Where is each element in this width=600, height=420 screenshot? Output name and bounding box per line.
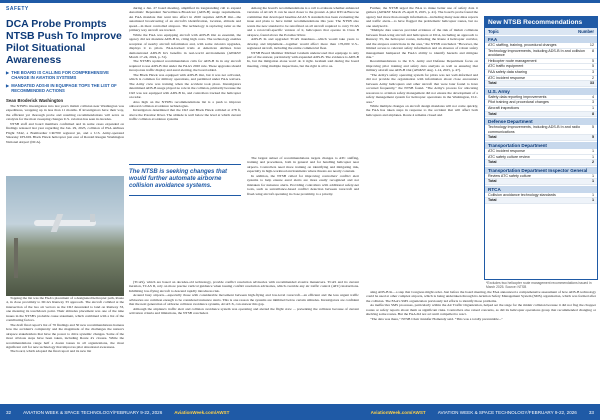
table-category: U.S. Army bbox=[485, 88, 597, 95]
paragraph: ating ADS-B In—a step that Congress might order. Just before the board meeting, the FAA announced a comprehensive assessment of how ADS-B technology could be used at other complex airports, which is being undertaken through its Aviation Safety Management System (SMS) organization, which was formed after the collision. The FAA's SMS organization previously led efforts to identify those problems. bbox=[366, 290, 596, 303]
paragraph: "Multiple data sources provided evidence of the risk of midair collisions between fixed-wing aircraft and helicopters at DCA, including an approach to Runway 33, the helicopter routes, including the Route 4 helicopter corridor, and the airspace restrictions in the area," the NTSB concluded. "However, the limited access to relevant safety information and an absence of robust safety management hampered the FAA's ability to identify hazards and mitigate risk." bbox=[366, 28, 478, 59]
table-footnote: *Excludes two helicopter route management recommendations issued in March 2025. Source: NTSB bbox=[486, 281, 592, 289]
article-headline: DCA Probe Prompts NTSB Push To Improve Pilot Situational Awareness bbox=[6, 18, 122, 66]
paragraph: As ineffective SMS processes, particularly within the Air Traffic Organization, helped set the stage for the midair collision because it did not flag the chopper routes or safety reports about them as significant risks. Controllers also raised concerns, as did its helicopter operations group that recommended changing or shelving some routes. But the FAA did not act until compelled to react. bbox=[366, 303, 596, 317]
body-column-4-lower bbox=[366, 290, 596, 400]
paragraph: The NTSB's updated recommendation calls for ADS-B In in any aircraft required to use ADS-B Out under the FAA's 2020 rule. These upgrades should incorporate traffic display and aural alerting, the board added. bbox=[129, 59, 241, 73]
paragraph: Although the airplane's traffic alert and collision avoidance system was operating and alerted the flight crew ... preventing the collision because of current activation criteria and limitations, the NTSB concluded. bbox=[129, 306, 359, 316]
table-header bbox=[485, 28, 597, 35]
deck-1: ▶ THE BOARD IS CALLING FOR COMPREHENSIVE CHANGE IN AVIATION SYSTEMS bbox=[6, 70, 109, 80]
column-header-number: Number bbox=[578, 29, 594, 34]
row-number: 5 bbox=[591, 58, 594, 63]
row-number: 1 bbox=[591, 173, 594, 178]
row-topic: ATC traffic equipment bbox=[488, 64, 524, 69]
paragraph: Investigators determined that the CRJ and Black Hawk collided at 278 ft, above the Potomac River. The altitude is well below the level at which current traffic collision avoidance systems bbox=[129, 108, 241, 122]
byline: Sean Broderick Washington bbox=[6, 98, 64, 103]
table-row bbox=[485, 81, 597, 87]
row-topic: ATC incident response bbox=[488, 148, 526, 153]
row-topic: ATC incident response bbox=[488, 75, 526, 80]
photo-aircraft bbox=[34, 220, 96, 226]
site-url-left[interactable]: AviationWeek.com/AWST bbox=[174, 409, 230, 415]
paragraph: Among the board's recommendations is a call to evaluate whether enhanced versions of ACAS X can be used closer to the ground. A pilot RTCA/Eurocae committee that developed baseline ACAS X standards has been evaluating the issue and plans to have initial recommendations this year. The NTSB also wants the new standard to be retrofitted on all aircraft required to carry TCAS and a rotorcraft-specific version of it, helicopters that operate in Class B airspace, found above the Potomac River. bbox=[247, 6, 359, 37]
recommendations-table bbox=[484, 16, 598, 280]
table-category: FAA bbox=[485, 36, 597, 43]
paragraph: Further, the NTSB urged the FAA to make better use of safety data it gathers (AW&ST March 25-April 8, 2025, p. 41). The board's probe found the agency had more than enough information—including many near-miss reports and traffic alerts—to have flagged the problematic helicopter routes, but no one analyzed it. bbox=[366, 6, 478, 28]
row-topic: ATC safety culture review bbox=[488, 154, 530, 159]
body-column-4 bbox=[366, 6, 478, 280]
row-topic: Total bbox=[488, 179, 497, 184]
row-number: 5 bbox=[591, 135, 594, 140]
table-category: Transportation Department bbox=[485, 142, 597, 149]
site-url-right[interactable]: AviationWeek.com/AWST bbox=[370, 409, 426, 415]
row-topic: Total bbox=[488, 111, 497, 116]
paragraph: (TCAS), which are based on decades-old technology, provide conflict resolution advisories with recommended evasive maneuvers. TCAS and its current iteration, TCAS II, rely on more precise vertical guidance when issuing conflict resolution advisories, which override any air traffic control (ATC) instructions. Inhibiting low-flying aircraft to descend rapidly introduces risk. bbox=[129, 280, 359, 293]
photo-aircraft-tail bbox=[90, 214, 95, 222]
row-topic: Total bbox=[488, 81, 497, 86]
paragraph: The board, which adopted the final report and its new list bbox=[10, 349, 92, 354]
table-category: RTCA bbox=[485, 186, 597, 193]
article-decks bbox=[6, 70, 124, 96]
row-number: 2 bbox=[591, 75, 594, 80]
paragraph: NTSB Board Member Michael Graham underscored that equipage is only part of the answer, particularly with expanded ADS-B. The evidence is ADS-B In, but the mitigation alone won't do it right. Graham said during the board meeting, citing multiple inspections, but the right is all to us. bbox=[247, 50, 359, 68]
paragraph: While the FAA was equipping aircraft with ADS-B Out as essential, the agency did not mandate ADS-B In, citing high costs. The technology enables reception of nearby aircraft information and, with some avionics upgrades, displays it to pilots. FAA-backed trials at American Airlines have demonstrated ADS-B In's benefits in real-world environments (AW&ST March 17-24, 2024, p. 31). bbox=[129, 32, 241, 59]
paragraph: Topping the list was the FAA's placement of a designated helicopter path, Route 4, in close proximity to DCA's Runway 33 approach. The aircraft collided at the intersection of the two air vectors as the CRJ descended to land on Runway 33, one meaning its touchdown point. Their altitudes placement was one of the nine issues in the NTSB's probable cause statement, which combined with a list of the contributing factors. bbox=[6, 296, 124, 323]
row-number: 5 bbox=[591, 125, 594, 130]
page-number-left: 32 bbox=[6, 409, 12, 415]
body-column-2 bbox=[129, 6, 241, 156]
row-topic: FAA safety data sharing bbox=[488, 69, 527, 74]
body-column-1-lower bbox=[6, 296, 124, 400]
row-number: 3 bbox=[591, 69, 594, 74]
table-row bbox=[485, 125, 597, 135]
row-number: 3 bbox=[591, 100, 594, 105]
photo-tower bbox=[14, 238, 18, 278]
table-category: Defense Department bbox=[485, 118, 597, 125]
table-row bbox=[485, 160, 597, 166]
row-number: 5 bbox=[591, 64, 594, 69]
table-row bbox=[485, 135, 597, 141]
paragraph: "The Army's safety operating system for pilots was not well-informed and did not provide the organization with information about close encounters between Army helicopters and other aircraft that were later found to have occurred frequently," the NTSB found. "The Army's process for allocating resources to aviation safety management did not ensure the development of a safety management system for helicopter operations in the Washington, D.C. area." bbox=[366, 72, 478, 104]
row-topic: Aircraft inspections bbox=[488, 105, 520, 110]
triangle-bullet-icon: ▶ bbox=[6, 70, 10, 75]
row-number: 1 bbox=[591, 192, 594, 197]
row-topic: Technology improvements, including ADS-B In and radio communications bbox=[488, 125, 581, 134]
table-body bbox=[485, 36, 597, 204]
pullquote: The NTSB is seeking changes that would further automate airborne collision avoidance systems. bbox=[129, 164, 241, 196]
paragraph: Around busy airports—especially those with considerable movement between high-flying and low-level rotorcraft—an efficient and the less urgent traffic advisories are common enough to be considered nuisance alerts. This is one reason the systems are inhibited below certain altitudes. Investigators are confident that the next generation of airborne collision avoidance systems, ACAS X, can answer this gap. bbox=[129, 293, 359, 307]
row-number: 8 bbox=[591, 111, 594, 116]
row-number: 4 bbox=[591, 94, 594, 99]
paragraph: ADS-B In and upgraded TCAS mandates—which would take years to develop and implement—together would affect more than 176,000 U.S.-registered aircraft, including the entire commercial fleet. bbox=[247, 37, 359, 51]
row-number: 1 bbox=[591, 105, 594, 110]
row-number: 12 bbox=[589, 43, 594, 47]
publication-line-right: AVIATION WEEK & SPACE TECHNOLOGY/FEBRUARY 9-22, 2026 bbox=[437, 409, 577, 415]
row-topic: Review ATC safety culture bbox=[488, 173, 531, 178]
paragraph: during a Jan. 27 board meeting, amplified its longstanding call to expand Automatic Dependent Surveillance-Broadcast (ADS-B) usage requirements. An FAA mandate that went into effect in 2020 requires ADS-B Out—the automated broadcasting of an aircraft's identification, location, altitude and speed—in most controlled airspace. The technology is replacing radar as the primary way aircraft are tracked. bbox=[129, 6, 241, 33]
paragraph: The NTSB's investigation into last year's midair collision near Washington was expeditious, wrapping up in less than 11 months. If investigators have their way, the efficient yet thorough probe and resulting recommendations will serve as catalysts for the most sweeping changes U.S. aviation has seen in decades. bbox=[6, 104, 124, 122]
table-title: New NTSB Recommendations bbox=[485, 17, 597, 28]
paragraph: Also high on the NTSB's recommendations list is a push to improve onboard collision avoidance technologies. bbox=[129, 99, 241, 108]
paragraph: Recommendations to the U.S. Army and Defense Department focus on improving pilot training and safety data analysis as well as ensuring that military aircraft use ADS-B Out (AW&ST Aug. 1-14, 2025, p. 47). bbox=[366, 59, 478, 73]
deck-2: ▶ MANDATED ADS-B IN EQUIPAGE TOPS THE LIST OF RECOMMENDED ACTIONS bbox=[6, 83, 117, 93]
body-column-2-lower bbox=[129, 280, 359, 400]
pullquote-column bbox=[129, 156, 241, 280]
row-topic: ATC staffing, training, procedural changes bbox=[488, 43, 557, 47]
article-photo bbox=[6, 176, 124, 296]
row-topic: Collision avoidance technology standards bbox=[488, 192, 556, 197]
row-topic: Total bbox=[488, 160, 497, 165]
column-header-topic: Topic bbox=[488, 29, 499, 34]
row-topic: Helicopter route management bbox=[488, 58, 537, 63]
row-number: 2 bbox=[591, 160, 594, 165]
row-topic: Total bbox=[488, 198, 497, 203]
page-number-right: 33 bbox=[588, 409, 594, 415]
row-topic: Technology improvements, including ADS-B In and collision avoidance bbox=[488, 48, 585, 58]
triangle-bullet-icon: ▶ bbox=[6, 83, 10, 88]
body-column-3 bbox=[247, 6, 359, 156]
table-row bbox=[485, 198, 597, 204]
row-topic: Total bbox=[488, 135, 497, 140]
paragraph: While multiple changes on aircraft design mandates will not come quickly, the FAA has taken steps in response to the accident that will affect both helicopters and airplanes. Route 4 remains closed and bbox=[366, 103, 478, 117]
body-column-3-lower bbox=[247, 156, 359, 280]
paragraph: The largest subset of recommendations targets changes to ATC staffing, training and procedures, both in general and for handling helicopter near airports. Controllers need more training on identifying and mitigating risk, especially in high-workload environments where threats are nearly constant. bbox=[247, 156, 359, 174]
row-number: 8 bbox=[591, 48, 594, 53]
row-number: 1 bbox=[591, 154, 594, 159]
paragraph: In addition, the NTSB called for improving controllers' conflict alert systems to help ensure aural alerts are more easily recognized and not mistaken for nuisance alerts. Providing controllers with additional safety-net tools, such as surveillance-based conflict detection between rotorcraft and fixed-wing aircraft operating in close proximity, is a priority. bbox=[247, 173, 359, 196]
table-row bbox=[485, 179, 597, 185]
paragraph: The Black Hawk was equipped with ADS-B Out, but it was not activated, which is common for military operations, and permitted under FAA waivers. The Army crew was training when the accident took place. Investigators determined ADS-B usage played no role in the collision, primarily because the CRJ was not equipped with ADS-B In, and controllers tracked the helicopter on radar. bbox=[129, 72, 241, 100]
row-number: 33 bbox=[589, 81, 594, 86]
table-row bbox=[485, 112, 597, 118]
section-label: SAFETY bbox=[6, 6, 29, 12]
paragraph: NTSB staff and board members confirmed and in some cases expanded on findings released last year regarding the Jan. 29, 2025, collision of PSA Airlines Flight 5342, a Bombardier CRJ700 regional jet, and a U.S. Army-operated Sikorsky UH-60L Black Hawk helicopter just east of Ronald Reagan Washington National Airport (DCA). bbox=[6, 121, 124, 144]
row-number: 1 bbox=[591, 148, 594, 153]
row-number: 1 bbox=[591, 198, 594, 203]
table-row bbox=[485, 49, 597, 59]
paragraph: The draft final report's list of 76 findings and 50 new recommendations harness how the accident's complexity and the magnitude of the challenges the nation's airspace stakeholders that have the power to drive systemic changes. Some of the most obvious steps have been taken, including Route 4's closure. While the recommendations range half a dozen issues in all organizations, the most significant call for new technology that improves pilot situational awareness. bbox=[6, 322, 124, 349]
top-rule bbox=[0, 0, 600, 3]
page-footer bbox=[0, 404, 600, 420]
table-category: Transportation Department Inspector General bbox=[485, 167, 597, 174]
row-topic: Safety data reporting improvements bbox=[488, 94, 547, 99]
paragraph: "The data was there," NTSB Chair Jennifer Homendy said. "This was a totally preventable..." bbox=[370, 316, 503, 321]
publication-line-left: AVIATION WEEK & SPACE TECHNOLOGY/FEBRUARY 9-22, 2026 bbox=[23, 409, 163, 415]
row-topic: Pilot training and procedural changes bbox=[488, 100, 549, 105]
row-number: 1 bbox=[591, 179, 594, 184]
